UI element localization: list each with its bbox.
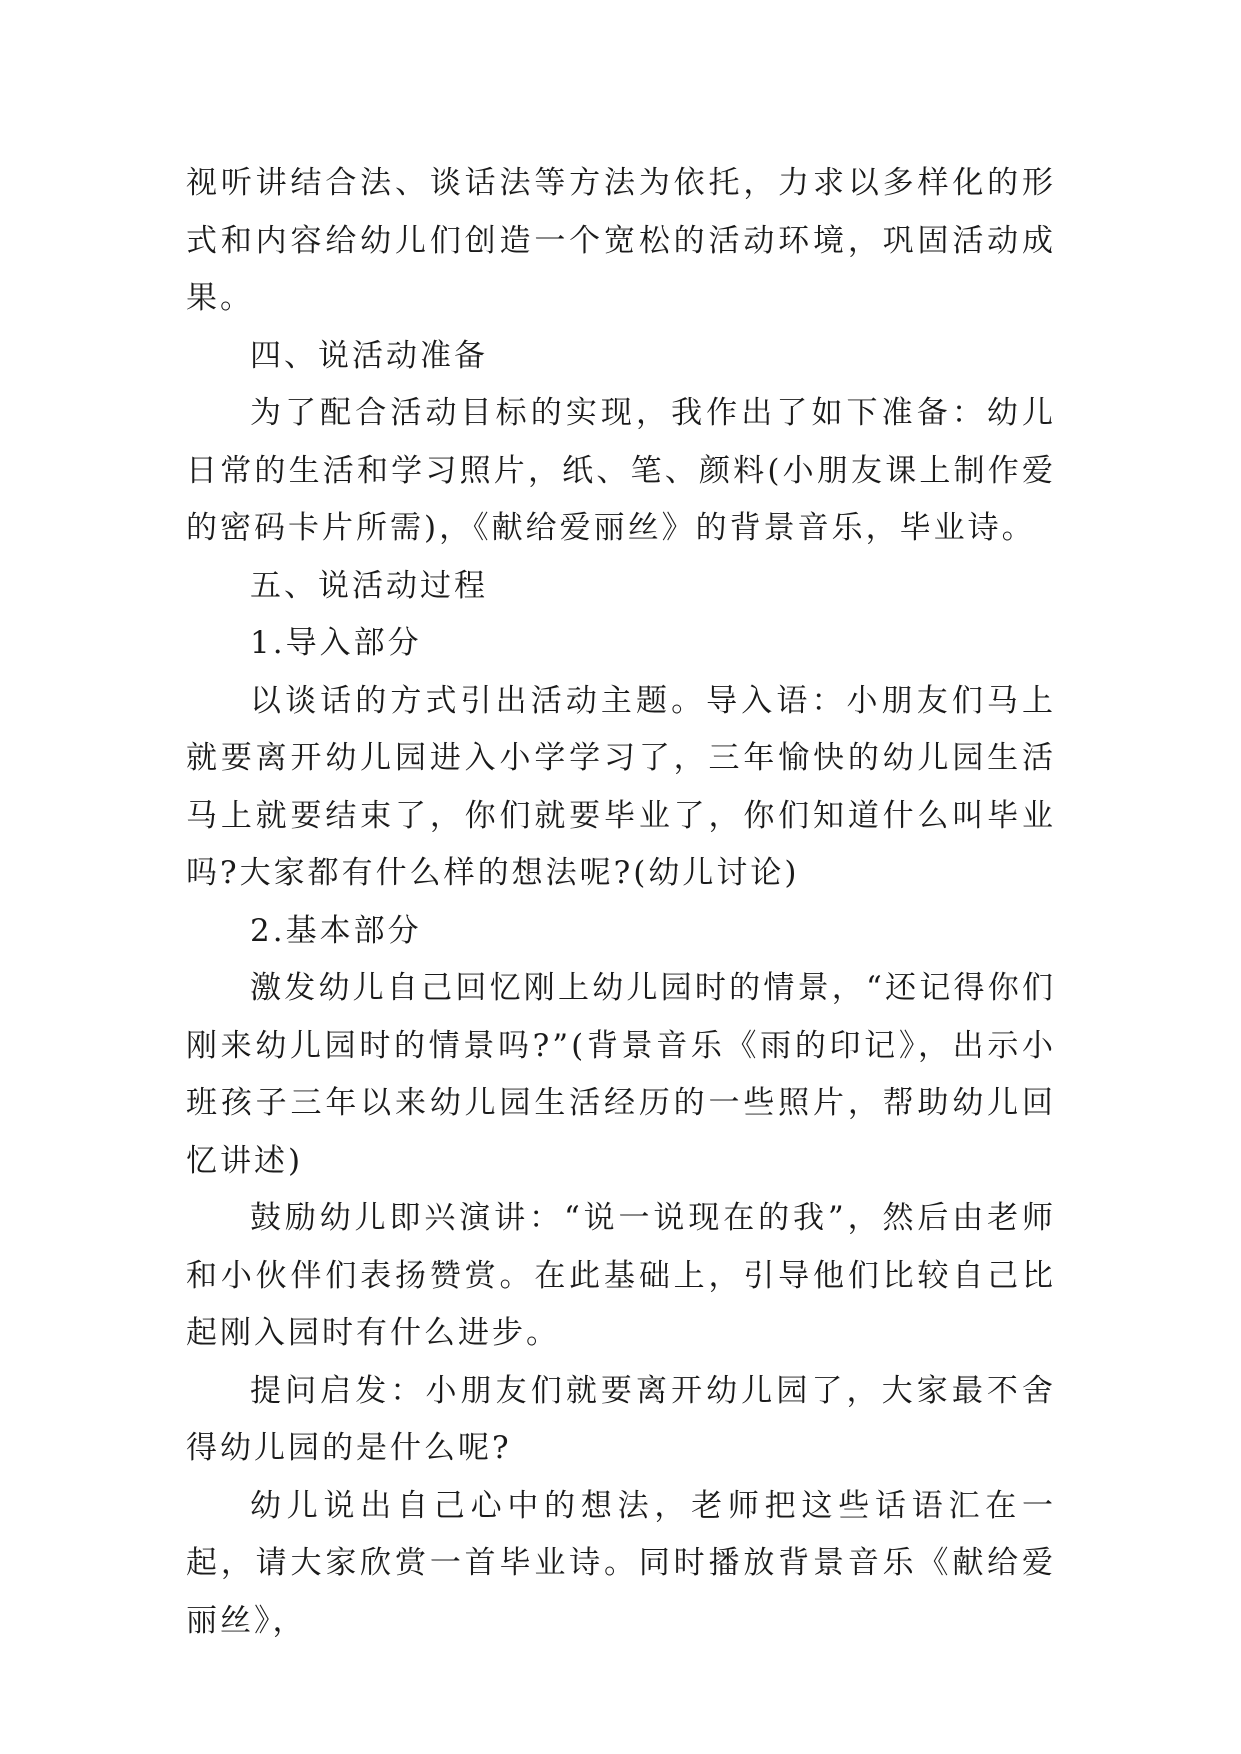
subheading-introduction: 1.导入部分	[250, 625, 422, 661]
paragraph-speech: 鼓励幼儿即兴演讲：“说一说现在的我”，然后由老师和小伙伴们表扬赞赏。在此基础上，引导他们比较自己比起刚入园时有什么进步。	[186, 1200, 1056, 1351]
paragraph-introduction: 以谈话的方式引出活动主题。导入语：小朋友们马上就要离开幼儿园进入小学学习了，三年愉快的幼儿园生活马上就要结束了，你们就要毕业了，你们知道什么叫毕业吗?大家都有什么样的想法呢?(幼儿讨论)	[186, 682, 1056, 891]
paragraph-question: 提问启发：小朋友们就要离开幼儿园了，大家最不舍得幼儿园的是什么呢?	[186, 1372, 1056, 1466]
section-heading-preparation: 四、说活动准备	[250, 337, 488, 374]
subheading-basic-part: 2.基本部分	[250, 912, 422, 949]
document-body	[186, 155, 1056, 1650]
paragraph-poem: 幼儿说出自己心中的想法，老师把这些话语汇在一起，请大家欣赏一首毕业诗。同时播放背景音乐《献给爱丽丝》，	[186, 1487, 1056, 1639]
paragraph-preparation: 为了配合活动目标的实现，我作出了如下准备：幼儿日常的生活和学习照片，纸、笔、颜料(小朋友课上制作爱的密码卡片所需)，《献给爱丽丝》的背景音乐，毕业诗。	[186, 395, 1056, 546]
paragraph-recall: 激发幼儿自己回忆刚上幼儿园时的情景，“还记得你们刚来幼儿园时的情景吗?”(背景音乐《雨的印记》，出示小班孩子三年以来幼儿园生活经历的一些照片，帮助幼儿回忆讲述)	[186, 970, 1056, 1179]
paragraph-continuation: 视听讲结合法、谈话法等方法为依托，力求以多样化的形式和内容给幼儿们创造一个宽松的活动环境，巩固活动成果。	[186, 165, 1056, 316]
section-heading-process: 五、说活动过程	[250, 567, 488, 604]
